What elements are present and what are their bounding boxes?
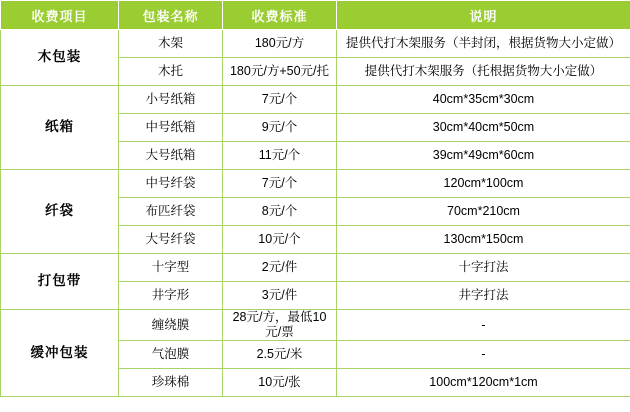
- cell-note: 40cm*35cm*30cm: [337, 86, 630, 114]
- table-row: [1, 30, 630, 58]
- cell-note: 30cm*40cm*50cm: [337, 114, 630, 142]
- cell-price: 8元/个: [223, 198, 337, 226]
- cell-category: 纸箱: [1, 86, 119, 170]
- cell-note: -: [337, 341, 630, 369]
- cell-price: 9元/个: [223, 114, 337, 142]
- cell-note: 提供代打木架服务（半封闭，根据货物大小定做）: [337, 30, 630, 58]
- cell-package-name: 小号纸箱: [119, 86, 223, 114]
- cell-note: 70cm*210cm: [337, 198, 630, 226]
- cell-price: 180元/方+50元/托: [223, 58, 337, 86]
- cell-price: 3元/件: [223, 282, 337, 310]
- cell-category: 木包装: [1, 30, 119, 86]
- table-header: [1, 1, 630, 30]
- column-header-price: 收费标准: [223, 1, 337, 30]
- table-row: [1, 310, 630, 341]
- cell-note: -: [337, 310, 630, 341]
- cell-note: 井字打法: [337, 282, 630, 310]
- cell-note: 十字打法: [337, 254, 630, 282]
- cell-package-name: 大号纤袋: [119, 226, 223, 254]
- cell-package-name: 井字形: [119, 282, 223, 310]
- cell-package-name: 中号纸箱: [119, 114, 223, 142]
- cell-price: 10元/个: [223, 226, 337, 254]
- column-header-category: 收费项目: [1, 1, 119, 30]
- cell-price: 7元/个: [223, 170, 337, 198]
- table-row: [1, 170, 630, 198]
- cell-price: 11元/个: [223, 142, 337, 170]
- table-body: [1, 30, 630, 397]
- cell-package-name: 十字型: [119, 254, 223, 282]
- cell-note: 39cm*49cm*60cm: [337, 142, 630, 170]
- table-header-row: [1, 1, 630, 30]
- cell-package-name: 气泡膜: [119, 341, 223, 369]
- cell-price: 7元/个: [223, 86, 337, 114]
- column-header-package-name: 包装名称: [119, 1, 223, 30]
- cell-package-name: 珍珠棉: [119, 369, 223, 397]
- column-header-note: 说明: [337, 1, 630, 30]
- cell-category: 缓冲包装: [1, 310, 119, 397]
- cell-category: 纤袋: [1, 170, 119, 254]
- cell-package-name: 中号纤袋: [119, 170, 223, 198]
- cell-note: 提供代打木架服务（托根据货物大小定做）: [337, 58, 630, 86]
- cell-package-name: 布匹纤袋: [119, 198, 223, 226]
- cell-price: 180元/方: [223, 30, 337, 58]
- cell-note: 120cm*100cm: [337, 170, 630, 198]
- cell-note: 130cm*150cm: [337, 226, 630, 254]
- cell-price: 10元/张: [223, 369, 337, 397]
- cell-price: 2.5元/米: [223, 341, 337, 369]
- cell-note: 100cm*120cm*1cm: [337, 369, 630, 397]
- cell-package-name: 缠绕膜: [119, 310, 223, 341]
- cell-package-name: 木托: [119, 58, 223, 86]
- cell-price: 28元/方，最低10元/票: [223, 310, 337, 341]
- table-row: [1, 86, 630, 114]
- cell-package-name: 木架: [119, 30, 223, 58]
- cell-price: 2元/件: [223, 254, 337, 282]
- cell-package-name: 大号纸箱: [119, 142, 223, 170]
- table-row: [1, 254, 630, 282]
- cell-category: 打包带: [1, 254, 119, 310]
